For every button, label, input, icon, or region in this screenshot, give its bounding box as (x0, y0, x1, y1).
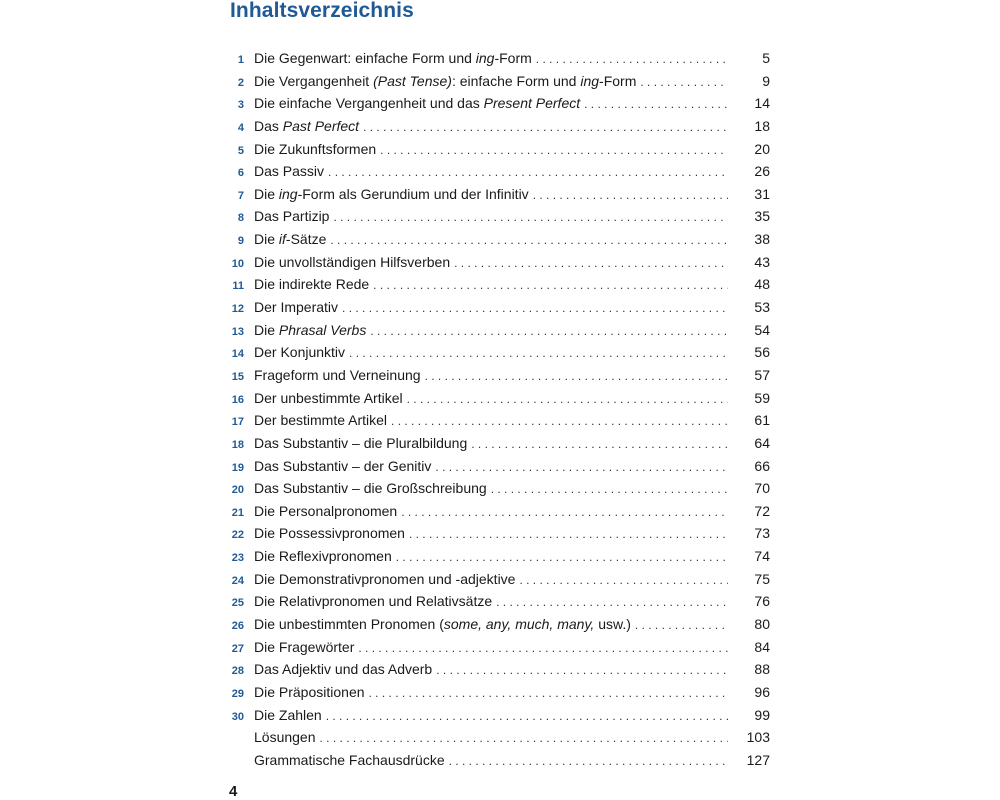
chapter-page: 99 (754, 706, 770, 723)
chapter-title (254, 251, 450, 274)
chapter-number: 28 (231, 665, 244, 678)
dot-leader (454, 252, 728, 275)
dot-leader (330, 229, 728, 252)
chapter-title-part: Grammatische Fachausdrücke (254, 751, 445, 768)
toc-entry (224, 183, 770, 206)
chapter-title-italic-part: Past Perfect (282, 117, 360, 134)
dot-leader (363, 116, 728, 139)
chapter-number: 10 (231, 257, 244, 270)
chapter-title (254, 296, 338, 319)
toc-entry (224, 726, 770, 749)
dot-leader (358, 637, 728, 660)
chapter-number: 18 (231, 438, 244, 451)
chapter-title-part: Die unbestimmten Pronomen ( (254, 616, 444, 633)
chapter-page: 5 (762, 50, 770, 66)
chapter-title (254, 273, 369, 296)
dot-leader (342, 297, 728, 320)
chapter-title (254, 341, 345, 364)
dot-leader (326, 705, 728, 728)
chapter-number: 21 (231, 506, 244, 519)
chapter-title (254, 704, 322, 727)
chapter-page: 48 (754, 276, 770, 293)
chapter-number: 29 (231, 687, 244, 700)
chapter-number: 22 (231, 529, 244, 542)
toc-entry (224, 47, 770, 70)
chapter-page: 57 (754, 366, 770, 383)
chapter-title-part: Die Gegenwart: einfache Form und (254, 50, 476, 66)
chapter-number: 2 (237, 76, 244, 89)
toc-entry (224, 273, 770, 296)
chapter-page: 14 (754, 95, 770, 112)
chapter-title-part: Die indirekte Rede (254, 276, 370, 293)
chapter-title-part: Das Adjektiv und das Adverb (254, 661, 433, 678)
chapter-title (254, 636, 354, 659)
chapter-number: 24 (231, 574, 244, 587)
dot-leader (425, 365, 728, 388)
toc-entry (224, 432, 770, 455)
chapter-title-part: Der bestimmte Artikel (254, 412, 388, 429)
chapter-title (254, 545, 392, 568)
chapter-title (254, 364, 421, 387)
chapter-title (254, 228, 326, 251)
toc-entry (224, 522, 770, 545)
chapter-title (254, 70, 636, 93)
chapter-page: 75 (754, 570, 770, 587)
toc-entry (224, 341, 770, 364)
chapter-number: 19 (231, 461, 244, 474)
chapter-title (254, 726, 316, 749)
chapter-title-part: Die Demonstrativpronomen und -adjektive (254, 570, 516, 587)
toc-entry (224, 568, 770, 591)
dot-leader (396, 546, 728, 569)
chapter-title-italic-part: some, any, much, many, (443, 616, 595, 633)
dot-leader (349, 342, 728, 365)
chapter-title-part: -Form (494, 50, 532, 66)
chapter-title-italic-part: Phrasal Verbs (278, 321, 367, 338)
dot-leader (328, 161, 728, 184)
chapter-page: 20 (754, 140, 770, 157)
chapter-number: 12 (231, 303, 244, 316)
toc-entry (224, 228, 770, 251)
dot-leader (333, 206, 728, 229)
dot-leader (370, 320, 728, 343)
chapter-number: 11 (232, 280, 244, 293)
dot-leader (471, 433, 728, 456)
table-of-contents (224, 47, 770, 772)
chapter-title-part: Frageform und Verneinung (254, 366, 421, 383)
toc-entry (224, 704, 770, 727)
chapter-title-part: Das Passiv (254, 163, 325, 180)
dot-leader (409, 523, 728, 546)
chapter-page: 74 (754, 548, 770, 565)
chapter-number: 14 (231, 348, 244, 361)
chapter-title (254, 160, 324, 183)
dot-leader (449, 750, 728, 773)
chapter-title-part: Lösungen (254, 729, 316, 746)
toc-entry (224, 409, 770, 432)
chapter-title-part: Die Vergangenheit (254, 72, 374, 89)
chapter-title (254, 658, 432, 681)
dot-leader (391, 410, 728, 433)
page-number: 4 (229, 783, 238, 800)
chapter-page: 103 (746, 729, 770, 746)
chapter-title-part: Die Reflexivpronomen (254, 548, 392, 565)
chapter-page: 64 (754, 434, 770, 451)
chapter-title-italic-part: ing (580, 72, 600, 89)
chapter-number: 3 (237, 99, 244, 112)
chapter-title (254, 138, 376, 161)
chapter-page: 88 (754, 661, 770, 678)
chapter-page: 43 (754, 253, 770, 270)
toc-entry (224, 251, 770, 274)
dot-leader (533, 184, 728, 207)
chapter-page: 26 (754, 163, 770, 180)
chapter-title-part: Die (254, 321, 279, 338)
chapter-page: 54 (754, 321, 770, 338)
toc-entry (224, 70, 770, 93)
chapter-title (254, 92, 580, 115)
chapter-page: 59 (754, 389, 770, 406)
chapter-number: 6 (237, 167, 244, 180)
dot-leader (491, 478, 728, 501)
chapter-page: 35 (754, 208, 770, 225)
chapter-number: 23 (231, 552, 244, 565)
chapter-title-part: Der Imperativ (254, 299, 339, 316)
chapter-number: 30 (231, 710, 244, 723)
dot-leader (536, 48, 728, 71)
chapter-title-part: Die unvollständigen Hilfsverben (254, 253, 451, 270)
chapter-number: 20 (231, 484, 244, 497)
toc-entry (224, 387, 770, 410)
chapter-title-part: -Sätze (285, 231, 327, 248)
chapter-number: 4 (237, 121, 244, 134)
toc-entry (224, 364, 770, 387)
chapter-page: 61 (754, 412, 770, 429)
toc-entry (224, 205, 770, 228)
chapter-page: 84 (754, 638, 770, 655)
chapter-title (254, 455, 431, 478)
chapter-title (254, 613, 631, 636)
chapter-number: 9 (237, 235, 244, 248)
chapter-page: 18 (754, 117, 770, 134)
chapter-title-part: Die (254, 185, 279, 202)
toc-entry (224, 455, 770, 478)
chapter-title (254, 183, 529, 206)
chapter-number: 25 (231, 597, 244, 610)
chapter-page: 9 (762, 72, 770, 89)
page-title: Inhaltsverzeichnis (230, 0, 414, 22)
chapter-title-part: Das (254, 117, 283, 134)
chapter-page: 80 (754, 616, 770, 633)
chapter-title (254, 205, 329, 228)
chapter-title-part: Die Possessivpronomen (254, 525, 405, 542)
chapter-title-italic-part: ing (475, 50, 495, 66)
chapter-title-part: Die Personalpronomen (254, 502, 398, 519)
chapter-title-italic-part: Present Perfect (483, 95, 581, 112)
toc-entry (224, 319, 770, 342)
chapter-title (254, 749, 445, 772)
dot-leader (407, 388, 728, 411)
chapter-title (254, 681, 365, 704)
chapter-number: 26 (231, 620, 244, 633)
dot-leader (320, 727, 728, 750)
dot-leader (401, 501, 728, 524)
toc-entry (224, 477, 770, 500)
chapter-title-part: Das Substantiv – die Großschreibung (254, 480, 487, 497)
dot-leader (635, 614, 728, 637)
chapter-title-part: Das Partizip (254, 208, 330, 225)
chapter-title-italic-part: (Past Tense) (373, 72, 452, 89)
toc-entry (224, 92, 770, 115)
chapter-title-part: Die Zahlen (254, 706, 322, 723)
toc-entry (224, 590, 770, 613)
toc-entry (224, 749, 770, 772)
chapter-title-part: Der unbestimmte Artikel (254, 389, 403, 406)
toc-entry (224, 500, 770, 523)
chapter-page: 72 (754, 502, 770, 519)
dot-leader (436, 659, 728, 682)
chapter-number: 7 (237, 189, 244, 202)
toc-entry (224, 658, 770, 681)
chapter-title (254, 319, 366, 342)
chapter-number: 17 (231, 416, 244, 429)
dot-leader (584, 93, 728, 116)
toc-entry (224, 160, 770, 183)
dot-leader (435, 456, 728, 479)
chapter-title (254, 477, 487, 500)
chapter-page: 127 (746, 751, 770, 768)
toc-entry (224, 115, 770, 138)
chapter-title-part: usw.) (594, 616, 631, 633)
chapter-title (254, 522, 405, 545)
chapter-number: 15 (231, 370, 244, 383)
dot-leader (369, 682, 728, 705)
chapter-number: 16 (231, 393, 244, 406)
chapter-page: 73 (754, 525, 770, 542)
chapter-title-part: Die Präpositionen (254, 683, 365, 700)
toc-entry (224, 138, 770, 161)
chapter-title-italic-part: ing (278, 185, 298, 202)
toc-entry (224, 681, 770, 704)
chapter-page: 38 (754, 231, 770, 248)
chapter-title-part: Das Substantiv – die Pluralbildung (254, 434, 468, 451)
toc-entry (224, 545, 770, 568)
chapter-page: 31 (754, 185, 770, 202)
dot-leader (380, 139, 728, 162)
chapter-title-part: Die Fragewörter (254, 638, 355, 655)
toc-entry (224, 636, 770, 659)
chapter-title-part: -Form (599, 72, 637, 89)
chapter-page: 53 (754, 299, 770, 316)
chapter-title-italic-part: if (278, 231, 286, 248)
chapter-page: 70 (754, 480, 770, 497)
chapter-title-part: Die Zukunftsformen (254, 140, 377, 157)
chapter-title-part: Die (254, 231, 279, 248)
dot-leader (373, 274, 728, 297)
chapter-page: 96 (754, 683, 770, 700)
chapter-title (254, 590, 492, 613)
chapter-title-part: Der Konjunktiv (254, 344, 346, 361)
chapter-title (254, 47, 532, 70)
chapter-number: 8 (237, 212, 244, 225)
chapter-number: 27 (231, 642, 244, 655)
toc-entry (224, 613, 770, 636)
dot-leader (496, 591, 728, 614)
chapter-title (254, 432, 467, 455)
chapter-page: 56 (754, 344, 770, 361)
chapter-title (254, 568, 515, 591)
chapter-number: 1 (237, 54, 244, 66)
chapter-title-part: Die einfache Vergangenheit und das (254, 95, 484, 112)
chapter-title (254, 409, 387, 432)
chapter-title-part: Das Substantiv – der Genitiv (254, 457, 432, 474)
chapter-page: 66 (754, 457, 770, 474)
chapter-number: 13 (231, 325, 244, 338)
chapter-title-part: Die Relativpronomen und Relativsätze (254, 593, 493, 610)
dot-leader (640, 71, 728, 94)
chapter-title-part: : einfache Form und (451, 72, 581, 89)
chapter-title (254, 387, 403, 410)
chapter-title-part: -Form als Gerundium und der Infinitiv (297, 185, 529, 202)
chapter-page: 76 (754, 593, 770, 610)
chapter-title (254, 115, 359, 138)
toc-entry (224, 296, 770, 319)
chapter-title (254, 500, 397, 523)
chapter-number: 5 (237, 144, 244, 157)
dot-leader (519, 569, 728, 592)
